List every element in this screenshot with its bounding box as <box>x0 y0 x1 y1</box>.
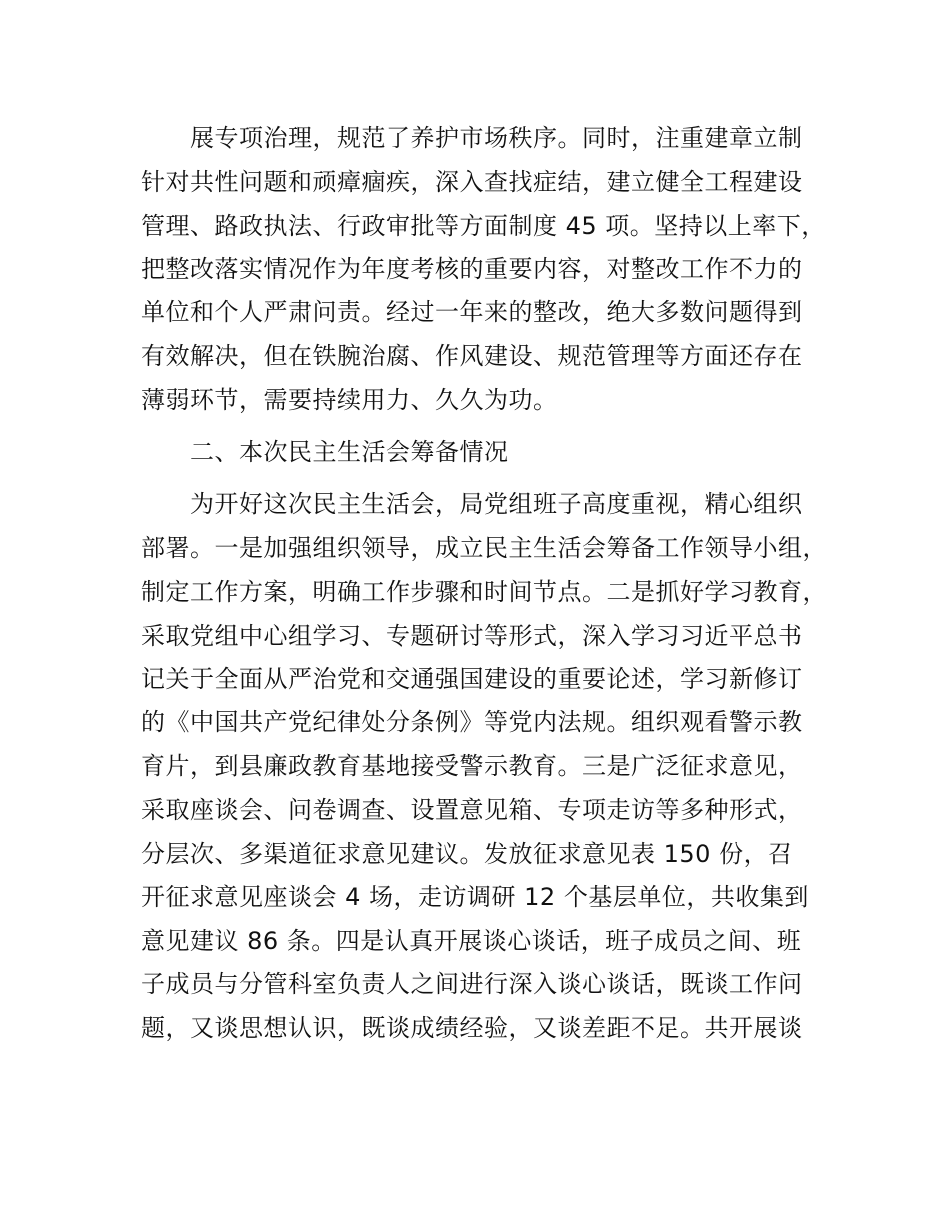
paragraph-line: 管理、路政执法、行政审批等方面制度 45 项。坚持以上率下， <box>141 212 826 240</box>
paragraph-line: 育片，到县廉政教育基地接受警示教育。三是广泛征求意见， <box>141 752 803 780</box>
paragraph-line: 采取党组中心组学习、专题研讨等形式，深入学习习近平总书 <box>141 622 803 650</box>
paragraph-line: 意见建议 86 条。四是认真开展谈心谈话，班子成员之间、班 <box>141 927 802 955</box>
paragraph-line: 题，又谈思想认识，既谈成绩经验，又谈差距不足。共开展谈 <box>141 1014 803 1042</box>
paragraph-line: 子成员与分管科室负责人之间进行深入谈心谈话，既谈工作问 <box>141 970 803 998</box>
paragraph-line: 薄弱环节，需要持续用力、久久为功。 <box>141 386 558 414</box>
paragraph-line: 制定工作方案，明确工作步骤和时间节点。二是抓好学习教育， <box>141 578 827 606</box>
paragraph-line: 展专项治理，规范了养护市场秩序。同时，注重建章立制 <box>190 124 803 152</box>
paragraph-line: 开征求意见座谈会 4 场，走访调研 12 个基层单位，共收集到 <box>141 883 809 911</box>
paragraph-line: 把整改落实情况作为年度考核的重要内容，对整改工作不力的 <box>141 255 803 283</box>
paragraph-line: 采取座谈会、问卷调查、设置意见箱、专项走访等多种形式， <box>141 796 803 824</box>
paragraph-line: 有效解决，但在铁腕治腐、作风建设、规范管理等方面还存在 <box>141 342 803 370</box>
paragraph-line: 针对共性问题和顽瘴痼疾，深入查找症结，建立健全工程建设 <box>141 168 803 196</box>
section-heading: 二、本次民主生活会筹备情况 <box>190 438 509 466</box>
paragraph-line: 部署。一是加强组织领导，成立民主生活会筹备工作领导小组， <box>141 534 827 562</box>
paragraph-line: 单位和个人严肃问责。经过一年来的整改，绝大多数问题得到 <box>141 298 803 326</box>
paragraph-line: 的《中国共产党纪律处分条例》等党内法规。组织观看警示教 <box>141 708 803 736</box>
paragraph-line: 分层次、多渠道征求意见建议。发放征求意见表 150 份，召 <box>141 840 793 868</box>
paragraph-line: 为开好这次民主生活会，局党组班子高度重视，精心组织 <box>190 490 803 518</box>
paragraph-line: 记关于全面从严治党和交通强国建设的重要论述，学习新修订 <box>141 665 803 693</box>
